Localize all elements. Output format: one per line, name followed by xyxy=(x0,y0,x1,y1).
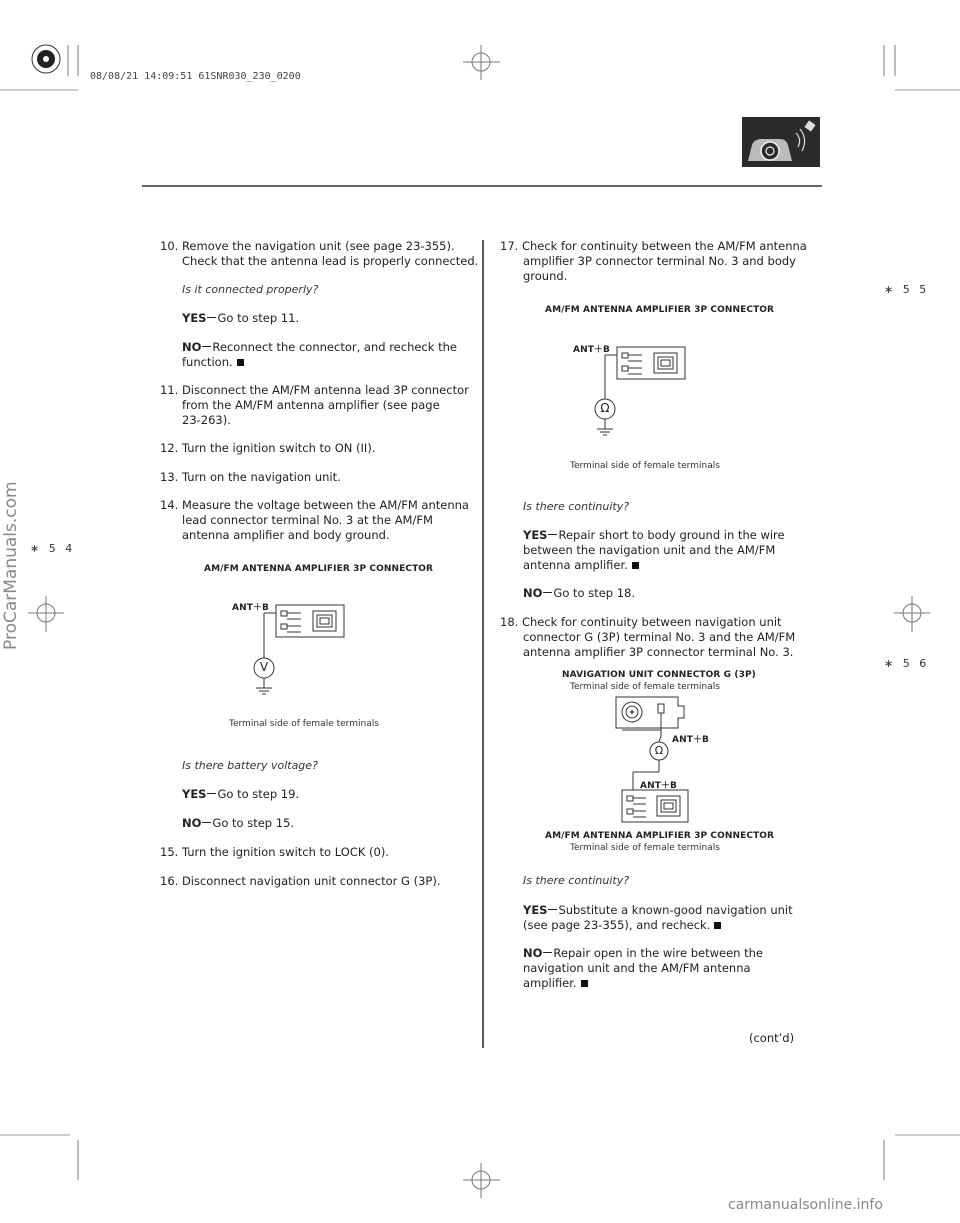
question-continuity-2: Is there continuity? xyxy=(523,874,630,887)
answer-no-3 xyxy=(523,586,635,600)
fig2-connector-diagram xyxy=(587,344,727,444)
answer-no-4 xyxy=(523,946,763,960)
step-10-line2: Check that the antenna lead is properly connected. xyxy=(182,254,479,268)
step-14-line3: antenna amplifier and body ground. xyxy=(182,528,390,542)
step-13: 13. Turn on the navigation unit. xyxy=(160,470,341,484)
step-18-line3: antenna amplifier 3P connector terminal No. 3. xyxy=(523,645,794,659)
fig3-caption-top: NAVIGATION UNIT CONNECTOR G (3P) xyxy=(562,670,756,680)
step-16: 16. Disconnect navigation unit connector G (3P). xyxy=(160,874,441,888)
answer-text: Repair open in the wire between the xyxy=(553,946,763,960)
step-17-line3: ground. xyxy=(523,269,568,283)
fig3-note-bottom: Terminal side of female terminals xyxy=(570,843,720,853)
question-battery-voltage: Is there battery voltage? xyxy=(182,759,318,772)
answer-text: Substitute a known-good navigation unit xyxy=(558,903,793,917)
answer-text: Reconnect the connector, and recheck the xyxy=(212,340,457,354)
answer-no-2 xyxy=(182,816,294,830)
question-continuity-1: Is there continuity? xyxy=(523,500,630,513)
margin-mark-56: ∗ 5 6 xyxy=(884,657,930,670)
step-15: 15. Turn the ignition switch to LOCK (0). xyxy=(160,845,389,859)
no-label: NO xyxy=(182,340,202,354)
answer-text: function. xyxy=(182,355,233,369)
fig3-ant-label-bottom: ANT＋B xyxy=(640,781,677,791)
step-10-line1: 10. Remove the navigation unit (see page 23-355). xyxy=(160,239,455,253)
step-18-line1: 18. Check for continuity between navigation unit xyxy=(500,615,782,629)
no-label: NO xyxy=(523,586,543,600)
answer-yes-3-line2: between the navigation unit and the AM/FM xyxy=(523,543,776,557)
answer-yes-2 xyxy=(182,787,299,801)
end-square-icon xyxy=(581,980,588,987)
step-14-line1: 14. Measure the voltage between the AM/FM antenna xyxy=(160,498,469,512)
fig2-ant-label: ANT＋B xyxy=(573,345,610,355)
answer-no-1-line2 xyxy=(182,355,244,369)
yes-label: YES xyxy=(182,787,207,801)
answer-yes-1 xyxy=(182,311,299,325)
answer-yes-3 xyxy=(523,528,785,542)
fig1-caption: AM/FM ANTENNA AMPLIFIER 3P CONNECTOR xyxy=(204,564,434,574)
fig3-caption-bottom: AM/FM ANTENNA AMPLIFIER 3P CONNECTOR xyxy=(545,831,775,841)
fig3-note-top: Terminal side of female terminals xyxy=(570,682,720,692)
answer-yes-4-line2 xyxy=(523,918,721,932)
fig1-connector-diagram xyxy=(246,602,386,702)
answer-text: Go to step 11. xyxy=(217,311,300,325)
answer-text: Go to step 19. xyxy=(217,787,300,801)
end-square-icon xyxy=(237,359,244,366)
answer-text: Go to step 15. xyxy=(212,816,295,830)
yes-label: YES xyxy=(523,528,548,542)
yes-label: YES xyxy=(182,311,207,325)
answer-yes-4 xyxy=(523,903,793,917)
question-connected: Is it connected properly? xyxy=(182,283,319,296)
answer-yes-3-line3 xyxy=(523,558,639,572)
navigation-system-icon xyxy=(742,117,822,169)
end-square-icon xyxy=(632,562,639,569)
fig2-note: Terminal side of female terminals xyxy=(570,461,720,471)
continued-note: (cont’d) xyxy=(749,1031,795,1045)
fig2-caption: AM/FM ANTENNA AMPLIFIER 3P CONNECTOR xyxy=(545,305,775,315)
watermark-vertical: ProCarManuals.com xyxy=(1,481,21,650)
ohmmeter-icon: Ω xyxy=(654,744,664,757)
answer-text: amplifier. xyxy=(523,976,577,990)
answer-no-4-line3 xyxy=(523,976,588,990)
step-11-line1: 11. Disconnect the AM/FM antenna lead 3P connector xyxy=(160,383,469,397)
answer-text: (see page 23-355), and recheck. xyxy=(523,918,711,932)
end-square-icon xyxy=(714,922,721,929)
margin-mark-54: ∗ 5 4 xyxy=(30,542,76,555)
fig1-ant-label: ANT＋B xyxy=(232,603,269,613)
no-label: NO xyxy=(182,816,202,830)
step-18-line2: connector G (3P) terminal No. 3 and the AM/FM xyxy=(523,630,796,644)
answer-no-1 xyxy=(182,340,457,354)
fig3-connector-diagram xyxy=(600,692,740,832)
ohmmeter-icon: Ω xyxy=(600,401,610,415)
no-label: NO xyxy=(523,946,543,960)
print-timestamp: 08/08/21 14:09:51 61SNR030_230_0200 xyxy=(90,71,301,82)
yes-label: YES xyxy=(523,903,548,917)
answer-text: Repair short to body ground in the wire xyxy=(558,528,785,542)
step-14-line2: lead connector terminal No. 3 at the AM/FM xyxy=(182,513,433,527)
step-12: 12. Turn the ignition switch to ON (II). xyxy=(160,441,376,455)
answer-text: Go to step 18. xyxy=(553,586,636,600)
answer-no-4-line2: navigation unit and the AM/FM antenna xyxy=(523,961,751,975)
step-11-line3: 23-263). xyxy=(182,413,231,427)
step-17-line2: amplifier 3P connector terminal No. 3 and body xyxy=(523,254,796,268)
step-11-line2: from the AM/FM antenna amplifier (see page xyxy=(182,398,440,412)
answer-text: antenna amplifier. xyxy=(523,558,628,572)
voltmeter-icon: V xyxy=(259,660,269,674)
fig1-note: Terminal side of female terminals xyxy=(229,719,379,729)
step-17-line1: 17. Check for continuity between the AM/FM antenna xyxy=(500,239,807,253)
fig3-ant-label-top: ANT＋B xyxy=(672,735,709,745)
footer-watermark: carmanualsonline.info xyxy=(728,1197,883,1213)
margin-mark-55: ∗ 5 5 xyxy=(884,283,930,296)
